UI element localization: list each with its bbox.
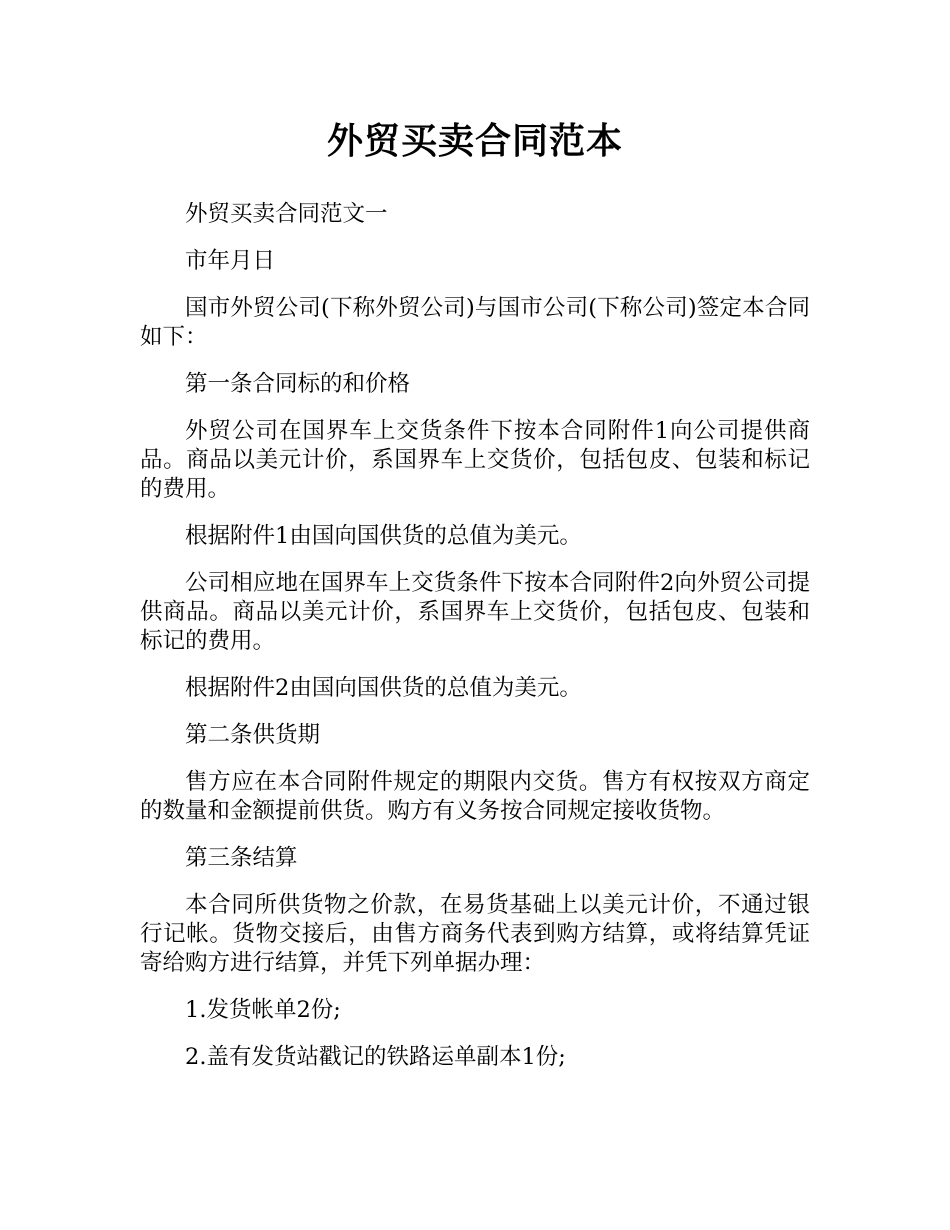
document-title: 外贸买卖合同范本	[326, 121, 623, 162]
paragraph-heading-contract-1: 外贸买卖合同范文一	[185, 201, 388, 227]
paragraph-date: 市年月日	[185, 248, 276, 274]
paragraph-article-1-body-3: 公司相应地在国界车上交货条件下按本合同附件2向外贸公司提供商品。商品以美元计价，系国界车上交货价，包括包皮、包装和标记的费用。	[140, 570, 810, 654]
paragraph-article-2-heading: 第二条供货期	[185, 722, 321, 748]
paragraph-article-1-heading: 第一条合同标的和价格	[185, 371, 411, 397]
paragraph-parties: 国市外贸公司(下称外贸公司)与国市公司(下称公司)签定本合同如下：	[140, 295, 810, 350]
paragraph-article-1-body-2: 根据附件1由国向国供货的总值为美元。	[185, 523, 582, 549]
paragraph-article-1-body-4: 根据附件2由国向国供货的总值为美元。	[185, 675, 582, 701]
paragraph-list-item-1: 1.发货帐单2份;	[185, 997, 341, 1023]
document-body	[140, 200, 810, 1072]
paragraph-article-1-body-1: 外贸公司在国界车上交货条件下按本合同附件1向公司提供商品。商品以美元计价，系国界车上交货价，包括包皮、包装和标记的费用。	[140, 418, 810, 502]
paragraph-article-2-body: 售方应在本合同附件规定的期限内交货。售方有权按双方商定的数量和金额提前供货。购方有义务按合同规定接收货物。	[140, 769, 810, 824]
paragraph-list-item-2: 2.盖有发货站戳记的铁路运单副本1份;	[185, 1044, 566, 1070]
paragraph-article-3-body: 本合同所供货物之价款，在易货基础上以美元计价，不通过银行记帐。货物交接后，由售方商务代表到购方结算，或将结算凭证寄给购方进行结算，并凭下列单据办理：	[140, 892, 810, 976]
paragraph-article-3-heading: 第三条结算	[185, 845, 298, 871]
